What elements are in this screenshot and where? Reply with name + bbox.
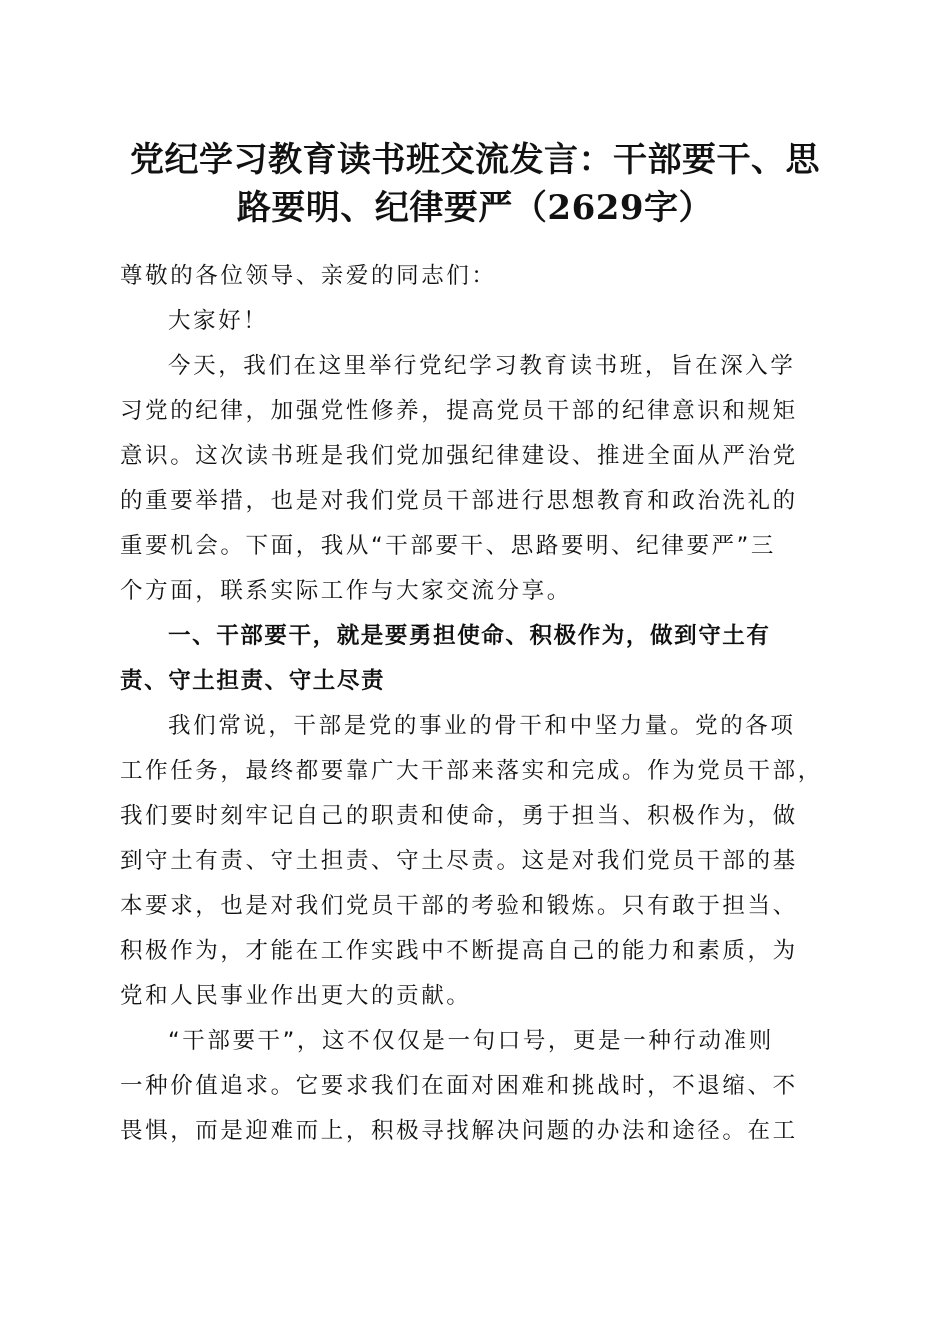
document-body [120,254,832,1154]
text-line: 的重要举措，也是对我们党员干部进行思想教育和政治洗礼的 [120,488,798,514]
text-line: 积极作为，才能在工作实践中不断提高自己的能力和素质，为 [120,938,798,964]
text-line: 到守土有责、守土担责、守土尽责。这是对我们党员干部的基 [120,848,798,874]
text-line: 习党的纪律，加强党性修养，提高党员干部的纪律意识和规矩 [120,398,798,424]
text-line: 工作任务，最终都要靠广大干部来落实和完成。作为党员干部， [120,758,823,784]
text-line: 我们常说，干部是党的事业的骨干和中坚力量。党的各项 [168,713,796,739]
text-line: 意识。这次读书班是我们党加强纪律建设、推进全面从严治党 [120,443,798,469]
title-line: 路要明、纪律要严（2629字） [236,188,714,228]
greeting [120,299,832,344]
text-line: 重要机会。下面，我从“干部要干、思路要明、纪律要严”三 [120,533,777,559]
text-line: 畏惧，而是迎难而上，积极寻找解决问题的办法和途径。在工 [120,1118,798,1144]
text-line: 一种价值追求。它要求我们在面对困难和挑战时，不退缩、不 [120,1073,798,1099]
greeting-text: 大家好！ [168,308,269,334]
paragraph-2 [120,1019,832,1154]
text-line: 党和人民事业作出更大的贡献。 [120,983,472,1009]
paragraph-1 [120,704,832,1019]
text-line: “干部要干”，这不仅仅是一句口号，更是一种行动准则 [168,1028,774,1054]
title-line: 党纪学习教育读书班交流发言：干部要干、思 [130,140,820,180]
heading-line: 一、干部要干，就是要勇担使命、积极作为，做到守土有 [168,623,771,649]
salutation-text: 尊敬的各位领导、亲爱的同志们： [120,263,497,289]
document-title [110,136,840,232]
section-heading-1 [120,614,832,704]
salutation [120,254,832,299]
text-line: 我们要时刻牢记自己的职责和使命，勇于担当、积极作为，做 [120,803,798,829]
text-line: 今天，我们在这里举行党纪学习教育读书班，旨在深入学 [168,353,796,379]
text-line: 本要求，也是对我们党员干部的考验和锻炼。只有敢于担当、 [120,893,798,919]
text-line: 个方面，联系实际工作与大家交流分享。 [120,578,572,604]
heading-line: 责、守土担责、守土尽责 [120,668,386,694]
paragraph-intro [120,344,832,614]
